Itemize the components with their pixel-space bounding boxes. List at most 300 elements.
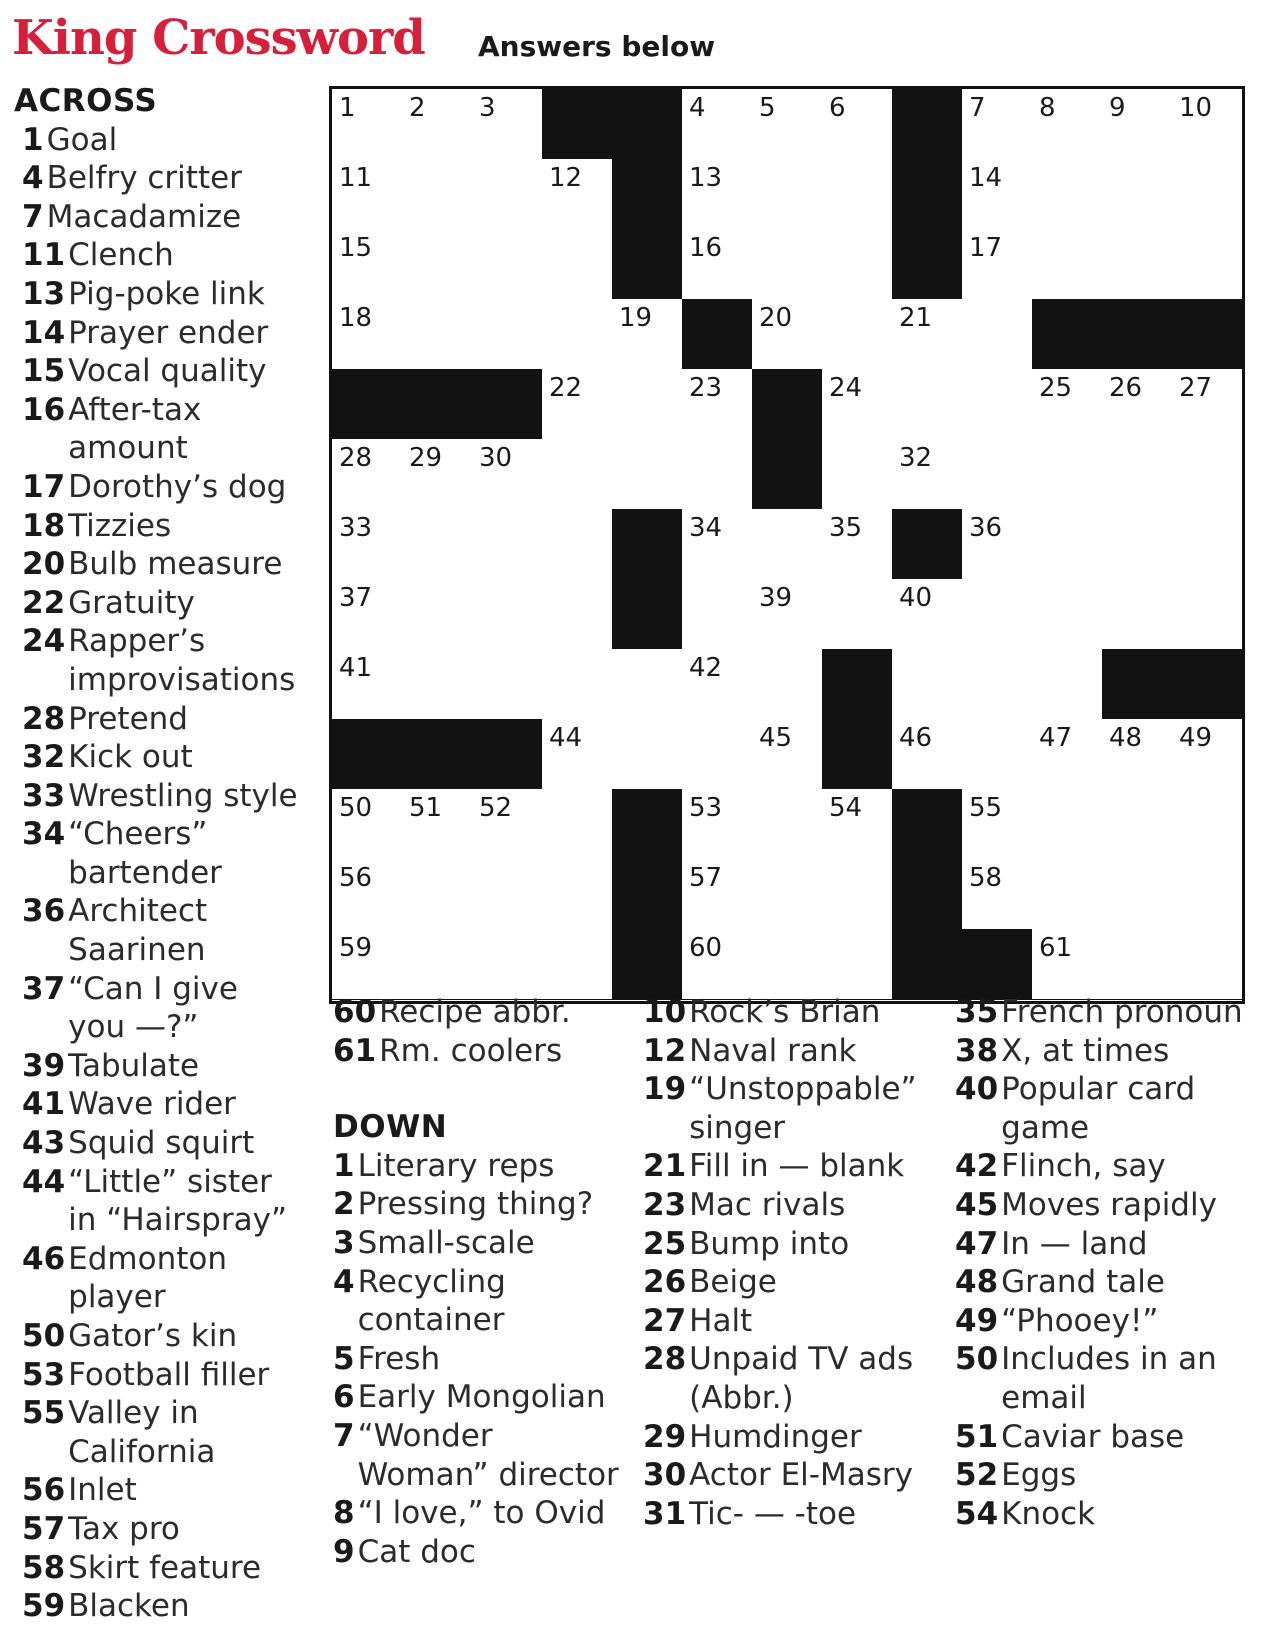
grid-cell[interactable] <box>822 929 893 1000</box>
clue-text: “Phooey!” <box>1001 1302 1159 1339</box>
clue-text: Actor El-Masry <box>689 1457 913 1494</box>
clue-number: 38 <box>955 1032 999 1069</box>
down-clue <box>955 1263 1255 1302</box>
clue-text: Caviar base <box>1001 1418 1185 1455</box>
clue-text: Dorothy’s dog <box>68 468 287 505</box>
clue-text: Football filler <box>68 1356 270 1393</box>
grid-cell[interactable] <box>752 509 823 580</box>
clue-text: Gratuity <box>68 584 195 621</box>
down-heading: DOWN <box>333 1109 448 1146</box>
black-square <box>612 579 683 650</box>
black-square <box>612 509 683 580</box>
grid-cell[interactable] <box>752 579 823 650</box>
across-clue <box>22 1317 304 1356</box>
black-square <box>822 719 893 790</box>
grid-cell[interactable] <box>612 649 683 720</box>
grid-cell[interactable] <box>402 439 473 510</box>
black-square <box>1102 649 1173 720</box>
grid-cell[interactable] <box>1102 789 1173 860</box>
cell-number: 50 <box>339 793 373 823</box>
clue-number: 26 <box>643 1264 687 1301</box>
clue-text: Bump into <box>689 1225 850 1262</box>
grid-cell[interactable] <box>1172 439 1243 510</box>
grid-cell[interactable] <box>682 929 753 1000</box>
black-square <box>332 369 403 440</box>
clue-number: 3 <box>333 1224 355 1261</box>
clue-number: 31 <box>643 1495 687 1532</box>
across-clue <box>22 1124 304 1163</box>
clue-number: 58 <box>22 1549 66 1586</box>
black-square <box>892 859 963 930</box>
grid-cell[interactable] <box>542 229 613 300</box>
clue-number: 4 <box>333 1263 355 1300</box>
clue-text: French pronoun <box>1001 994 1243 1030</box>
grid-cell[interactable] <box>332 509 403 580</box>
grid-cell[interactable] <box>1102 579 1173 650</box>
grid-cell[interactable] <box>332 859 403 930</box>
grid-cell[interactable] <box>892 369 963 440</box>
clue-text: Fresh <box>357 1340 441 1377</box>
clue-text: Rapper’s improvisations <box>68 623 296 698</box>
clue-text: Valley in California <box>68 1395 216 1470</box>
clue-number: 19 <box>643 1071 687 1108</box>
clue-number: 14 <box>22 314 66 351</box>
grid-cell[interactable] <box>682 579 753 650</box>
grid-cell[interactable] <box>472 649 543 720</box>
grid-cell[interactable] <box>332 159 403 230</box>
cell-number: 60 <box>689 933 723 963</box>
grid-cell[interactable] <box>822 299 893 370</box>
down-clue <box>643 1302 933 1341</box>
grid-cell[interactable] <box>402 299 473 370</box>
black-square <box>472 369 543 440</box>
grid-cell[interactable] <box>1032 369 1103 440</box>
black-square <box>892 229 963 300</box>
across-clue <box>22 1510 304 1549</box>
grid-cell[interactable] <box>612 439 683 510</box>
grid-cell[interactable] <box>752 89 823 160</box>
clue-number: 34 <box>22 816 66 853</box>
clue-number: 45 <box>955 1186 999 1223</box>
grid-cell[interactable] <box>472 159 543 230</box>
black-square <box>892 789 963 860</box>
clue-number: 49 <box>955 1302 999 1339</box>
grid-cell[interactable] <box>332 439 403 510</box>
down-clue <box>643 1495 933 1534</box>
grid-cell[interactable] <box>822 789 893 860</box>
black-square <box>542 89 613 160</box>
grid-cell[interactable] <box>1032 789 1103 860</box>
grid-cell[interactable] <box>472 89 543 160</box>
grid-cell[interactable] <box>752 299 823 370</box>
cell-number: 56 <box>339 863 373 893</box>
grid-cell[interactable] <box>612 369 683 440</box>
cell-number: 15 <box>339 233 373 263</box>
cell-number: 26 <box>1109 373 1143 403</box>
clue-text: Includes in an email <box>1001 1341 1217 1416</box>
clue-number: 55 <box>22 1395 66 1432</box>
across-clue <box>22 777 304 816</box>
grid-cell[interactable] <box>892 439 963 510</box>
down-clue <box>643 1456 933 1495</box>
clue-number: 25 <box>643 1225 687 1262</box>
grid-cell[interactable] <box>822 859 893 930</box>
grid-cell[interactable] <box>1102 369 1173 440</box>
grid-cell[interactable] <box>542 929 613 1000</box>
clue-text: X, at times <box>1001 1032 1170 1069</box>
grid-cell[interactable] <box>472 509 543 580</box>
grid-cell[interactable] <box>892 299 963 370</box>
grid-cell[interactable] <box>962 369 1033 440</box>
grid-cell[interactable] <box>1102 159 1173 230</box>
down-clue <box>955 1032 1255 1071</box>
down-clue <box>643 1147 933 1186</box>
clue-text: Bulb measure <box>68 546 283 583</box>
grid-cell[interactable] <box>472 439 543 510</box>
down-clue <box>955 1070 1255 1147</box>
down-clue <box>955 1186 1255 1225</box>
cell-number: 4 <box>689 93 706 123</box>
grid-cell[interactable] <box>962 89 1033 160</box>
cell-number: 58 <box>969 863 1003 893</box>
clue-number: 32 <box>22 739 66 776</box>
grid-cell[interactable] <box>752 859 823 930</box>
grid-cell[interactable] <box>1102 929 1173 1000</box>
clue-text: Literary reps <box>357 1147 555 1184</box>
grid-cell[interactable] <box>1172 929 1243 1000</box>
clue-text: Recycling container <box>357 1263 506 1339</box>
grid-cell[interactable] <box>1032 439 1103 510</box>
grid-cell[interactable] <box>402 229 473 300</box>
grid-cell[interactable] <box>472 859 543 930</box>
clue-number: 43 <box>22 1125 66 1162</box>
cell-number: 45 <box>759 723 793 753</box>
clue-number: 18 <box>22 507 66 544</box>
across-clue <box>22 121 304 160</box>
clue-number: 2 <box>333 1186 355 1223</box>
grid-cell[interactable] <box>332 299 403 370</box>
black-square <box>962 929 1033 1000</box>
across-clue <box>22 391 304 468</box>
clue-number: 57 <box>22 1510 66 1547</box>
clue-text: Inlet <box>68 1472 137 1509</box>
grid-cell[interactable] <box>542 369 613 440</box>
grid-cell[interactable] <box>1102 719 1173 790</box>
grid-cell[interactable] <box>962 649 1033 720</box>
grid-cell[interactable] <box>892 579 963 650</box>
grid-cell[interactable] <box>332 89 403 160</box>
cell-number: 18 <box>339 303 373 333</box>
grid-cell[interactable] <box>1032 229 1103 300</box>
grid-cell[interactable] <box>332 649 403 720</box>
grid-cell[interactable] <box>962 229 1033 300</box>
down-clue-list-3 <box>955 993 1255 1533</box>
clue-number: 33 <box>22 777 66 814</box>
grid-cell[interactable] <box>542 579 613 650</box>
grid-cell[interactable] <box>752 929 823 1000</box>
clue-text: Wave rider <box>68 1086 236 1123</box>
clue-number: 36 <box>22 893 66 930</box>
grid-cell[interactable] <box>402 859 473 930</box>
cell-number: 25 <box>1039 373 1073 403</box>
cell-number: 52 <box>479 793 513 823</box>
grid-cell[interactable] <box>542 159 613 230</box>
clue-text: “Little” sister in “Hairspray” <box>68 1163 288 1239</box>
clue-text: Goal <box>46 121 118 158</box>
grid-cell[interactable] <box>612 719 683 790</box>
across-clue <box>333 1032 623 1071</box>
grid-cell[interactable] <box>1172 229 1243 300</box>
cell-number: 23 <box>689 373 723 403</box>
cell-number: 61 <box>1039 933 1073 963</box>
grid-cell[interactable] <box>822 159 893 230</box>
grid-cell[interactable] <box>1102 439 1173 510</box>
grid-cell[interactable] <box>1102 89 1173 160</box>
grid-cell[interactable] <box>682 509 753 580</box>
grid-cell[interactable] <box>542 789 613 860</box>
clue-number: 44 <box>22 1163 66 1200</box>
down-clue <box>643 1070 933 1147</box>
across-clue <box>22 1587 304 1626</box>
clue-text: Kick out <box>68 739 193 776</box>
grid-cell[interactable] <box>542 649 613 720</box>
down-clue <box>643 1032 933 1071</box>
clue-text: Pig-poke link <box>68 275 265 312</box>
grid-cell[interactable] <box>402 789 473 860</box>
cell-number: 22 <box>549 373 583 403</box>
grid-cell[interactable] <box>1032 159 1103 230</box>
grid-cell[interactable] <box>542 859 613 930</box>
grid-cell[interactable] <box>1102 229 1173 300</box>
grid-cell[interactable] <box>682 159 753 230</box>
grid-cell[interactable] <box>682 649 753 720</box>
down-clue <box>643 993 933 1032</box>
grid-cell[interactable] <box>962 579 1033 650</box>
clue-text: Blacken <box>68 1588 190 1625</box>
grid-cell[interactable] <box>682 369 753 440</box>
grid-cell[interactable] <box>822 439 893 510</box>
clue-text: Tic- — -toe <box>689 1495 857 1532</box>
grid-cell[interactable] <box>682 89 753 160</box>
grid-cell[interactable] <box>402 649 473 720</box>
grid-cell[interactable] <box>1172 859 1243 930</box>
black-square <box>402 719 473 790</box>
clue-text: Unpaid TV ads (Abbr.) <box>689 1341 914 1416</box>
cell-number: 7 <box>969 93 986 123</box>
grid-cell[interactable] <box>1172 579 1243 650</box>
grid-cell[interactable] <box>1172 719 1243 790</box>
down-clue <box>955 1340 1255 1417</box>
clue-number: 15 <box>22 353 66 390</box>
clue-number: 52 <box>955 1457 999 1494</box>
clue-number: 1 <box>22 121 44 158</box>
grid-cell[interactable] <box>752 719 823 790</box>
clue-number: 17 <box>22 468 66 505</box>
cell-number: 14 <box>969 163 1003 193</box>
cell-number: 29 <box>409 443 443 473</box>
grid-cell[interactable] <box>472 299 543 370</box>
clue-number: 12 <box>643 1032 687 1069</box>
grid-cell[interactable] <box>332 229 403 300</box>
grid-cell[interactable] <box>822 229 893 300</box>
down-clue <box>333 1378 623 1417</box>
grid-cell[interactable] <box>682 859 753 930</box>
black-square <box>682 299 753 370</box>
grid-cell[interactable] <box>822 579 893 650</box>
clue-number: 11 <box>22 237 66 274</box>
clue-number: 39 <box>22 1047 66 1084</box>
grid-cell[interactable] <box>962 509 1033 580</box>
clue-number: 20 <box>22 546 66 583</box>
grid-cell[interactable] <box>612 299 683 370</box>
cell-number: 3 <box>479 93 496 123</box>
grid-cell[interactable] <box>472 789 543 860</box>
grid-cell[interactable] <box>402 579 473 650</box>
cell-number: 37 <box>339 583 373 613</box>
grid-cell[interactable] <box>962 859 1033 930</box>
down-clue <box>955 1495 1255 1534</box>
grid-cell[interactable] <box>682 789 753 860</box>
across-clue <box>22 970 304 1047</box>
clue-number: 28 <box>22 700 66 737</box>
cell-number: 24 <box>829 373 863 403</box>
grid-cell[interactable] <box>472 229 543 300</box>
grid-cell[interactable] <box>962 789 1033 860</box>
grid-cell[interactable] <box>682 719 753 790</box>
across-clue <box>22 700 304 739</box>
crossword-grid <box>329 86 1245 1004</box>
clue-number: 1 <box>333 1147 355 1184</box>
grid-cell[interactable] <box>402 929 473 1000</box>
down-clue <box>955 993 1255 1032</box>
cell-number: 12 <box>549 163 583 193</box>
across-clue <box>22 622 304 699</box>
down-clue-list-2 <box>643 993 933 1533</box>
across-clue <box>22 314 304 353</box>
down-clue <box>333 1533 623 1572</box>
clue-number: 6 <box>333 1379 355 1416</box>
grid-cell[interactable] <box>472 579 543 650</box>
across-clue <box>22 1085 304 1124</box>
cell-number: 57 <box>689 863 723 893</box>
cell-number: 55 <box>969 793 1003 823</box>
black-square <box>752 369 823 440</box>
cell-number: 9 <box>1109 93 1126 123</box>
grid-cell[interactable] <box>1172 89 1243 160</box>
grid-cell[interactable] <box>892 649 963 720</box>
cell-number: 33 <box>339 513 373 543</box>
grid-cell[interactable] <box>962 159 1033 230</box>
black-square <box>612 89 683 160</box>
grid-cell[interactable] <box>542 719 613 790</box>
across-clue <box>22 507 304 546</box>
grid-cell[interactable] <box>1032 929 1103 1000</box>
grid-cell[interactable] <box>822 509 893 580</box>
grid-cell[interactable] <box>1102 509 1173 580</box>
grid-cell[interactable] <box>402 509 473 580</box>
grid-cell[interactable] <box>332 929 403 1000</box>
across-clue <box>22 236 304 275</box>
grid-cell[interactable] <box>332 579 403 650</box>
grid-cell[interactable] <box>1172 509 1243 580</box>
clue-number: 29 <box>643 1418 687 1455</box>
cell-number: 32 <box>899 443 933 473</box>
grid-cell[interactable] <box>542 299 613 370</box>
grid-cell[interactable] <box>1172 159 1243 230</box>
grid-cell[interactable] <box>962 299 1033 370</box>
across-clue <box>22 584 304 623</box>
grid-cell[interactable] <box>752 159 823 230</box>
clue-text: Small-scale <box>357 1224 535 1261</box>
across-clue <box>22 159 304 198</box>
down-clue <box>333 1494 623 1533</box>
grid-cell[interactable] <box>1172 369 1243 440</box>
grid-cell[interactable] <box>402 89 473 160</box>
grid-cell[interactable] <box>892 719 963 790</box>
clue-number: 10 <box>643 994 687 1030</box>
grid-cell[interactable] <box>1032 719 1103 790</box>
grid-cell[interactable] <box>822 369 893 440</box>
grid-cell[interactable] <box>472 929 543 1000</box>
cell-number: 21 <box>899 303 933 333</box>
grid-cell[interactable] <box>822 89 893 160</box>
across-clue <box>22 468 304 507</box>
grid-cell[interactable] <box>962 439 1033 510</box>
grid-cell[interactable] <box>332 789 403 860</box>
grid-cell[interactable] <box>402 159 473 230</box>
cell-number: 20 <box>759 303 793 333</box>
clue-text: “Unstoppable” singer <box>689 1071 917 1146</box>
clue-number: 13 <box>22 275 66 312</box>
grid-cell[interactable] <box>682 439 753 510</box>
clue-number: 28 <box>643 1341 687 1378</box>
grid-cell[interactable] <box>1032 89 1103 160</box>
grid-cell[interactable] <box>1032 509 1103 580</box>
grid-cell[interactable] <box>1102 859 1173 930</box>
cell-number: 1 <box>339 93 356 123</box>
grid-cell[interactable] <box>1172 789 1243 860</box>
clue-number: 30 <box>643 1457 687 1494</box>
grid-cell[interactable] <box>1032 579 1103 650</box>
clue-number: 46 <box>22 1240 66 1277</box>
grid-cell[interactable] <box>542 439 613 510</box>
black-square <box>472 719 543 790</box>
grid-cell[interactable] <box>1032 859 1103 930</box>
clue-number: 9 <box>333 1533 355 1570</box>
grid-cell[interactable] <box>1032 649 1103 720</box>
cell-number: 6 <box>829 93 846 123</box>
cell-number: 28 <box>339 443 373 473</box>
grid-cell[interactable] <box>752 229 823 300</box>
clue-text: Fill in — blank <box>689 1148 905 1185</box>
clue-number: 5 <box>333 1340 355 1377</box>
across-clue <box>333 993 623 1032</box>
clue-number: 7 <box>333 1417 355 1454</box>
grid-cell[interactable] <box>542 509 613 580</box>
clue-text: Gator’s kin <box>68 1318 238 1354</box>
black-square <box>402 369 473 440</box>
grid-cell[interactable] <box>752 789 823 860</box>
grid-cell[interactable] <box>962 719 1033 790</box>
clue-text: Early Mongolian <box>357 1379 606 1416</box>
clue-text: Halt <box>689 1302 753 1339</box>
down-clue <box>955 1147 1255 1186</box>
clue-number: 4 <box>22 160 44 197</box>
clue-text: Tizzies <box>68 507 172 544</box>
grid-cell[interactable] <box>682 229 753 300</box>
grid-cell[interactable] <box>752 649 823 720</box>
clue-text: Architect Saarinen <box>68 893 208 969</box>
